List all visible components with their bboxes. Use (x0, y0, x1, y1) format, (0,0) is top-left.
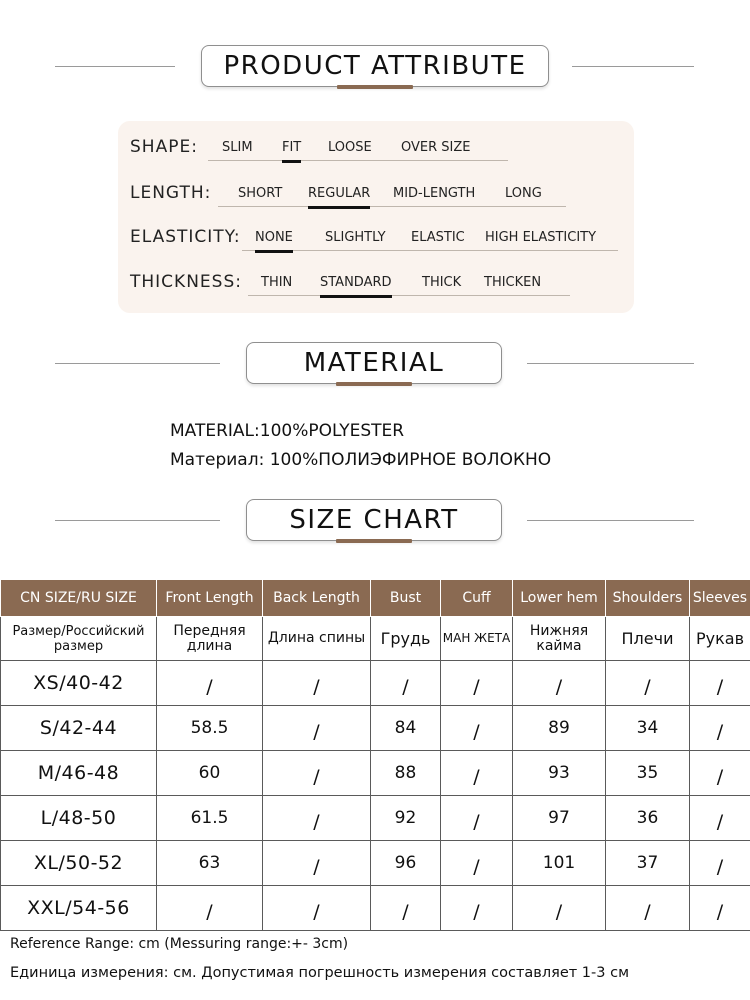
table-row (1, 706, 750, 751)
header-ru-cell: Плечи (606, 617, 690, 661)
attr-label: LENGTH: (130, 183, 212, 203)
cell-value: 63 (198, 853, 221, 873)
cell-value: / (473, 811, 480, 833)
attr-option: LONG (505, 186, 542, 201)
material-value: 100%POLYESTER (259, 421, 405, 441)
attr-option-selected: STANDARD (320, 275, 392, 290)
measure-cell (263, 706, 371, 751)
size-cell (1, 841, 157, 886)
header-cell: Shoulders (606, 580, 690, 617)
title-accent-bar (337, 85, 413, 89)
cell-value: / (402, 676, 409, 698)
measure-cell (606, 886, 690, 931)
measure-cell (690, 661, 750, 706)
measure-cell (263, 796, 371, 841)
measure-cell (263, 661, 371, 706)
cell-value: 37 (636, 853, 659, 873)
cell-value: / (206, 676, 213, 698)
header-cell: Lower hem (513, 580, 606, 617)
divider-right (527, 520, 694, 521)
table-row (1, 751, 750, 796)
size-cell (1, 706, 157, 751)
material-value: 100%ПОЛИЭФИРНОЕ ВОЛОКНО (269, 450, 552, 470)
measure-cell (157, 796, 263, 841)
attr-option-selected: FIT (282, 140, 302, 155)
cell-value: / (206, 901, 213, 923)
cell-value: / (716, 901, 724, 923)
size-cell (1, 661, 157, 706)
header-ru-cell: Длина спины (263, 617, 371, 661)
reference-note-en: Reference Range: cm (Messuring range:+- 3cm) (10, 936, 349, 952)
attr-label: SHAPE: (130, 137, 198, 157)
header-ru-cell: МАН ЖЕТА (441, 617, 513, 661)
measure-cell (371, 706, 441, 751)
divider-right (572, 66, 694, 67)
measure-cell (690, 751, 750, 796)
cell-value: / (716, 676, 724, 698)
cell-value: / (402, 901, 409, 923)
measure-cell (441, 751, 513, 796)
cell-value: 34 (636, 718, 659, 738)
section-title-attribute (201, 45, 549, 87)
measure-cell (606, 841, 690, 886)
header-cell: Cuff (441, 580, 513, 617)
header-cell: Bust (371, 580, 441, 617)
attr-option: SLIGHTLY (325, 230, 386, 245)
cell-value: / (716, 856, 724, 878)
material-en (170, 421, 404, 441)
attr-option: ELASTIC (411, 230, 465, 245)
measure-cell (606, 706, 690, 751)
reference-note-ru: Единица измерения: см. Допустимая погрешность измерения составляет 1-3 см (10, 965, 630, 981)
size-cell (1, 796, 157, 841)
table-row (1, 796, 750, 841)
cell-value: / (716, 721, 724, 743)
attr-label: THICKNESS: (130, 272, 242, 292)
cell-value: M/46-48 (37, 762, 120, 784)
attr-underline (208, 160, 508, 161)
title-accent-bar (336, 539, 412, 543)
measure-cell (157, 706, 263, 751)
measure-cell (690, 796, 750, 841)
attr-label: ELASTICITY: (130, 227, 241, 247)
attr-row-shape (130, 131, 610, 161)
cell-value: 84 (394, 718, 417, 738)
attr-option: SLIM (222, 140, 253, 155)
measure-cell (157, 886, 263, 931)
cell-value: 96 (394, 853, 417, 873)
measure-cell (441, 796, 513, 841)
measure-cell (263, 841, 371, 886)
material-ru (170, 450, 551, 470)
cell-value: 36 (636, 808, 659, 828)
measure-cell (606, 796, 690, 841)
attr-option: SHORT (238, 186, 283, 201)
cell-value: / (555, 901, 563, 923)
measure-cell (441, 886, 513, 931)
header-cell: CN SIZE/RU SIZE (1, 580, 157, 617)
measure-cell (157, 661, 263, 706)
cell-value: / (644, 676, 651, 698)
measure-cell (606, 751, 690, 796)
measure-cell (513, 841, 606, 886)
attr-option-selected: REGULAR (308, 186, 371, 201)
size-table (0, 579, 750, 931)
cell-value: / (473, 766, 480, 788)
section-title-text: PRODUCT ATTRIBUTE (223, 51, 527, 81)
cell-value: 101 (542, 853, 576, 873)
header-cell: Front Length (157, 580, 263, 617)
section-title-material (246, 342, 502, 384)
table-header-row (1, 580, 750, 617)
cell-value: 61.5 (190, 808, 229, 828)
measure-cell (513, 661, 606, 706)
cell-value: 97 (548, 808, 570, 828)
divider-right (527, 363, 694, 364)
table-row (1, 661, 750, 706)
cell-value: L/48-50 (40, 807, 117, 829)
divider-left (55, 66, 175, 67)
header-ru-cell: Размер/Российский размер (1, 617, 157, 661)
cell-value: / (473, 676, 480, 698)
cell-value: / (716, 766, 724, 788)
header-ru-cell: Грудь (371, 617, 441, 661)
measure-cell (690, 886, 750, 931)
measure-cell (263, 751, 371, 796)
measure-cell (513, 886, 606, 931)
measure-cell (371, 796, 441, 841)
section-title-size-chart (246, 499, 502, 541)
measure-cell (690, 706, 750, 751)
measure-cell (690, 841, 750, 886)
table-header-ru-row (1, 617, 750, 661)
header-ru-cell: Нижняя кайма (513, 617, 606, 661)
header-cell: Sleeves (690, 580, 750, 617)
measure-cell (371, 661, 441, 706)
divider-left (55, 520, 220, 521)
cell-value: / (473, 721, 480, 743)
cell-value: 93 (548, 763, 570, 783)
cell-value: 88 (394, 763, 417, 783)
measure-cell (157, 751, 263, 796)
attr-option: LOOSE (328, 140, 372, 155)
attr-option: OVER SIZE (401, 140, 471, 155)
cell-value: 60 (198, 763, 221, 783)
cell-value: / (473, 901, 480, 923)
cell-value: / (313, 901, 320, 923)
section-title-text: SIZE CHART (289, 505, 459, 535)
attr-row-elasticity (130, 221, 630, 251)
attr-option: THICK (422, 275, 462, 290)
measure-cell (441, 841, 513, 886)
measure-cell (513, 796, 606, 841)
cell-value: / (313, 856, 320, 878)
header-cell: Back Length (263, 580, 371, 617)
cell-value: 92 (394, 808, 417, 828)
cell-value: / (313, 676, 320, 698)
attr-option: MID-LENGTH (393, 186, 476, 201)
measure-cell (263, 886, 371, 931)
measure-cell (441, 706, 513, 751)
attr-row-thickness (130, 266, 610, 296)
table-row (1, 841, 750, 886)
cell-value: XL/50-52 (33, 852, 124, 874)
cell-value: / (555, 676, 563, 698)
cell-value: XXL/54-56 (27, 897, 130, 919)
measure-cell (513, 706, 606, 751)
measure-cell (606, 661, 690, 706)
title-accent-bar (336, 382, 412, 386)
attr-option-selected: NONE (255, 230, 293, 245)
measure-cell (371, 751, 441, 796)
cell-value: / (473, 856, 480, 878)
cell-value: 58.5 (190, 718, 229, 738)
attr-row-length (130, 177, 610, 207)
measure-cell (513, 751, 606, 796)
attribute-panel (118, 121, 634, 313)
measure-cell (441, 661, 513, 706)
cell-value: 35 (636, 763, 659, 783)
cell-value: / (644, 901, 651, 923)
section-title-text: MATERIAL (303, 348, 445, 378)
cell-value: / (313, 721, 320, 743)
size-cell (1, 751, 157, 796)
attr-underline (242, 250, 618, 251)
material-label: MATERIAL: (170, 421, 260, 441)
cell-value: / (716, 811, 724, 833)
cell-value: / (313, 811, 320, 833)
divider-left (55, 363, 220, 364)
measure-cell (157, 841, 263, 886)
header-ru-cell: Передняя длина (157, 617, 263, 661)
measure-cell (371, 841, 441, 886)
attr-underline (248, 295, 570, 296)
attr-option: HIGH ELASTICITY (485, 230, 597, 245)
attr-underline (218, 206, 566, 207)
cell-value: XS/40-42 (33, 672, 124, 694)
cell-value: S/42-44 (39, 717, 118, 739)
cell-value: 89 (548, 718, 570, 738)
attr-option: THIN (261, 275, 293, 290)
cell-value: / (313, 766, 320, 788)
table-row (1, 886, 750, 931)
header-ru-cell: Рукав (690, 617, 750, 661)
material-label: Материал: (170, 450, 265, 470)
attr-option: THICKEN (484, 275, 542, 290)
size-cell (1, 886, 157, 931)
measure-cell (371, 886, 441, 931)
